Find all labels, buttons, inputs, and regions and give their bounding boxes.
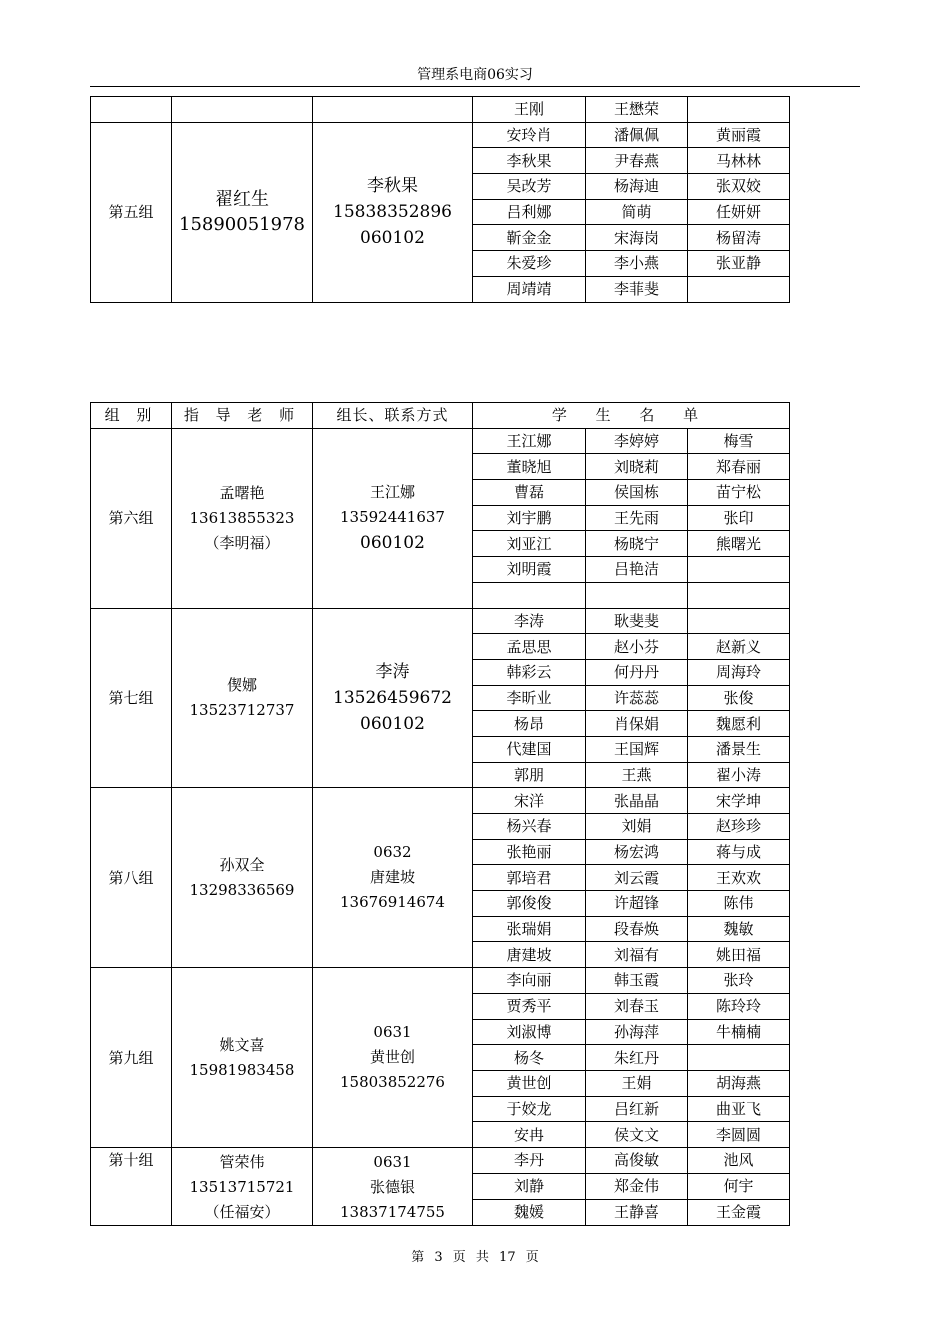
- student-name-cell: 肖保娟: [586, 711, 688, 737]
- leader-info-line: 13676914674: [340, 893, 445, 912]
- student-name-cell: 杨昂: [473, 711, 586, 737]
- student-name-cell: 黄世创: [473, 1070, 586, 1096]
- student-name-cell: 魏愿利: [688, 711, 790, 737]
- student-name-cell: 孟思思: [473, 634, 586, 660]
- student-name-cell: [473, 582, 586, 608]
- header-title: 管理系电商06实习: [417, 67, 533, 83]
- student-name-cell: 刘明霞: [473, 557, 586, 583]
- leader-info-line: 0631: [373, 1023, 412, 1042]
- student-name-cell: 翟小涛: [688, 762, 790, 788]
- teacher-info-line: 翟红生: [215, 189, 269, 211]
- student-name-cell: 王燕: [586, 762, 688, 788]
- student-name-cell: 朱红丹: [586, 1045, 688, 1071]
- student-name-cell: 吕红新: [586, 1096, 688, 1122]
- student-name-cell: 吕利娜: [473, 199, 586, 225]
- page-number: 第 3 页 共 17 页: [411, 1250, 539, 1265]
- student-name-cell: 马林林: [688, 148, 790, 174]
- student-name-cell: 李昕业: [473, 685, 586, 711]
- leader-info-line: 张德银: [369, 1177, 415, 1196]
- student-name-cell: 张艳丽: [473, 839, 586, 865]
- student-name-cell: 孙海萍: [586, 1019, 688, 1045]
- student-name-cell: [688, 557, 790, 583]
- group-name: 第七组: [91, 608, 172, 788]
- student-name-cell: 许超锋: [586, 891, 688, 917]
- student-name-cell: 杨冬: [473, 1045, 586, 1071]
- student-name-cell: 靳金金: [473, 225, 586, 251]
- table-row: [91, 968, 790, 994]
- teacher-info-line: 姚文喜: [219, 1035, 265, 1054]
- student-name-cell: 李菲斐: [586, 276, 688, 302]
- student-name-cell: 段春焕: [586, 916, 688, 942]
- group-name: 第五组: [91, 122, 172, 302]
- empty-cell: [313, 97, 473, 123]
- student-name-cell: [688, 608, 790, 634]
- student-name-cell: 刘春玉: [586, 993, 688, 1019]
- student-name-cell: 曲亚飞: [688, 1096, 790, 1122]
- table-row: [91, 608, 790, 634]
- leader-info-line: 15803852276: [340, 1073, 445, 1092]
- student-name-cell: 池风: [688, 1147, 790, 1173]
- student-name-cell: 王江娜: [473, 428, 586, 454]
- student-name-cell: [586, 582, 688, 608]
- leader-info-line: 060102: [360, 533, 425, 554]
- student-name-cell: 于姣龙: [473, 1096, 586, 1122]
- student-name-cell: 刘亚江: [473, 531, 586, 557]
- table-row: [91, 1147, 790, 1173]
- student-name-cell: 郑金伟: [586, 1173, 688, 1199]
- student-name-cell: 王国辉: [586, 736, 688, 762]
- teacher-info-line: 13298336569: [189, 880, 295, 899]
- student-name-cell: 王先雨: [586, 505, 688, 531]
- student-name-cell: 刘宇鹏: [473, 505, 586, 531]
- student-name-cell: 侯文文: [586, 1122, 688, 1148]
- student-name-cell: 吕艳洁: [586, 557, 688, 583]
- teacher-info-line: 孟曙艳: [219, 483, 265, 502]
- student-name-cell: 简萌: [586, 199, 688, 225]
- student-name-cell: 侯国栋: [586, 480, 688, 506]
- student-name-cell: 张晶晶: [586, 788, 688, 814]
- header-group: 组 别: [91, 403, 172, 429]
- student-name-cell: 唐建坡: [473, 942, 586, 968]
- empty-cell: [91, 97, 172, 123]
- student-name-cell: 宋学坤: [688, 788, 790, 814]
- leader-info: [313, 1147, 473, 1225]
- header-teacher: 指 导 老 师: [172, 403, 313, 429]
- leader-info-line: 13837174755: [340, 1202, 445, 1221]
- student-name-cell: 李丹: [473, 1147, 586, 1173]
- student-name-cell: 郭俊俊: [473, 891, 586, 917]
- group-name: 第八组: [91, 788, 172, 968]
- student-name-cell: 张双姣: [688, 174, 790, 200]
- group-table: [90, 402, 790, 1226]
- teacher-info-line: （李明福）: [204, 533, 280, 552]
- student-name-cell: [688, 1045, 790, 1071]
- table-row: [91, 97, 790, 123]
- student-name-cell: 尹春燕: [586, 148, 688, 174]
- teacher-info-line: 15890051978: [179, 214, 305, 236]
- teacher-info-line: 13523712737: [189, 700, 295, 719]
- student-name-cell: 何宇: [688, 1173, 790, 1199]
- student-name-cell: 杨留涛: [688, 225, 790, 251]
- student-name-cell: 张亚静: [688, 251, 790, 277]
- student-name-cell: 何丹丹: [586, 659, 688, 685]
- student-name-cell: 李小燕: [586, 251, 688, 277]
- student-name-cell: 宋洋: [473, 788, 586, 814]
- student-name-cell: 蒋与成: [688, 839, 790, 865]
- teacher-info-line: 13513715721: [189, 1177, 295, 1196]
- group-name: 第六组: [91, 428, 172, 608]
- student-name-cell: 陈玲玲: [688, 993, 790, 1019]
- student-name-cell: 曹磊: [473, 480, 586, 506]
- teacher-info-line: 偰娜: [226, 675, 257, 694]
- teacher-info-line: 13613855323: [189, 508, 295, 527]
- page-header: [90, 64, 860, 87]
- student-name-cell: 陈伟: [688, 891, 790, 917]
- student-name-cell: 代建国: [473, 736, 586, 762]
- student-name-cell: 魏敏: [688, 916, 790, 942]
- header-students: 学 生 名 单: [473, 403, 790, 429]
- leader-info-line: 060102: [360, 228, 425, 249]
- leader-info-line: 0631: [373, 1152, 412, 1171]
- student-name-cell: [688, 276, 790, 302]
- student-name-cell: 贾秀平: [473, 993, 586, 1019]
- student-name-cell: 张瑞娟: [473, 916, 586, 942]
- student-name-cell: 王金霞: [688, 1199, 790, 1225]
- student-name-cell: 安玲肖: [473, 122, 586, 148]
- leader-info: [313, 788, 473, 968]
- leader-info: [313, 428, 473, 608]
- teacher-info-line: 管荣伟: [219, 1152, 265, 1171]
- student-name-cell: 许蕊蕊: [586, 685, 688, 711]
- student-name-cell: 韩彩云: [473, 659, 586, 685]
- leader-info-line: 唐建坡: [369, 868, 415, 887]
- leader-info-line: 15838352896: [333, 202, 452, 223]
- student-name-cell: 韩玉霞: [586, 968, 688, 994]
- leader-info-line: 黄世创: [369, 1048, 415, 1067]
- student-name-cell: 王欢欢: [688, 865, 790, 891]
- student-name-cell: 刘福有: [586, 942, 688, 968]
- table-header-row: [91, 403, 790, 429]
- group-table-continued: [90, 96, 790, 303]
- leader-info: [313, 608, 473, 788]
- student-name-cell: 刘淑博: [473, 1019, 586, 1045]
- student-name-cell: 朱爱珍: [473, 251, 586, 277]
- teacher-info-line: 15981983458: [189, 1060, 295, 1079]
- page-footer: [0, 1246, 950, 1265]
- student-name-cell: 刘静: [473, 1173, 586, 1199]
- student-name-cell: 赵小芬: [586, 634, 688, 660]
- student-name-cell: 李涛: [473, 608, 586, 634]
- leader-info-line: 0632: [373, 843, 412, 862]
- teacher-info: [172, 608, 313, 788]
- student-name-cell: 姚田福: [688, 942, 790, 968]
- student-name-cell: 刘娟: [586, 814, 688, 840]
- table-row: [91, 428, 790, 454]
- student-name-cell: 郭朋: [473, 762, 586, 788]
- student-name-cell: 潘佩佩: [586, 122, 688, 148]
- student-name-cell: [688, 582, 790, 608]
- student-name-cell: 李圆圆: [688, 1122, 790, 1148]
- student-name-cell: 宋海岗: [586, 225, 688, 251]
- teacher-info: [172, 1147, 313, 1225]
- table-row: [91, 122, 790, 148]
- leader-info: [313, 122, 473, 302]
- student-name-cell: 高俊敏: [586, 1147, 688, 1173]
- teacher-info: [172, 122, 313, 302]
- student-name-cell: 王懋荣: [586, 97, 688, 123]
- student-name-cell: 张俊: [688, 685, 790, 711]
- student-name-cell: 安冉: [473, 1122, 586, 1148]
- student-name-cell: 梅雪: [688, 428, 790, 454]
- student-name-cell: 王静喜: [586, 1199, 688, 1225]
- student-name-cell: 熊曙光: [688, 531, 790, 557]
- student-name-cell: 杨海迪: [586, 174, 688, 200]
- student-name-cell: 周靖靖: [473, 276, 586, 302]
- student-name-cell: 杨兴春: [473, 814, 586, 840]
- student-name-cell: 杨晓宁: [586, 531, 688, 557]
- student-name-cell: 李向丽: [473, 968, 586, 994]
- leader-info-line: 13592441637: [340, 508, 445, 527]
- student-name-cell: 张玲: [688, 968, 790, 994]
- student-name-cell: [688, 97, 790, 123]
- empty-cell: [172, 97, 313, 123]
- leader-info-line: 060102: [360, 713, 425, 734]
- leader-info-line: 王江娜: [369, 483, 415, 502]
- leader-info-line: 13526459672: [333, 687, 452, 708]
- teacher-info: [172, 968, 313, 1148]
- student-name-cell: 张印: [688, 505, 790, 531]
- student-name-cell: 刘云霞: [586, 865, 688, 891]
- student-name-cell: 杨宏鸿: [586, 839, 688, 865]
- student-name-cell: 董晓旭: [473, 454, 586, 480]
- leader-info-line: 李涛: [375, 661, 410, 682]
- teacher-info: [172, 788, 313, 968]
- student-name-cell: 牛楠楠: [688, 1019, 790, 1045]
- header-leader: 组长、联系方式: [313, 403, 473, 429]
- teacher-info-line: （任福安）: [204, 1202, 280, 1221]
- leader-info: [313, 968, 473, 1148]
- student-name-cell: 赵新义: [688, 634, 790, 660]
- table-row: [91, 788, 790, 814]
- group-name: 第九组: [91, 968, 172, 1148]
- student-name-cell: 胡海燕: [688, 1070, 790, 1096]
- group-name: 第十组: [91, 1147, 172, 1225]
- student-name-cell: 潘景生: [688, 736, 790, 762]
- student-name-cell: 李秋果: [473, 148, 586, 174]
- student-name-cell: 苗宁松: [688, 480, 790, 506]
- student-name-cell: 赵珍珍: [688, 814, 790, 840]
- student-name-cell: 刘晓莉: [586, 454, 688, 480]
- leader-info-line: 李秋果: [367, 176, 418, 197]
- teacher-info-line: 孙双全: [219, 855, 265, 874]
- student-name-cell: 周海玲: [688, 659, 790, 685]
- student-name-cell: 黄丽霞: [688, 122, 790, 148]
- student-name-cell: 王刚: [473, 97, 586, 123]
- student-name-cell: 王娟: [586, 1070, 688, 1096]
- student-name-cell: 郑春丽: [688, 454, 790, 480]
- student-name-cell: 郭培君: [473, 865, 586, 891]
- student-name-cell: 吴改芳: [473, 174, 586, 200]
- student-name-cell: 魏媛: [473, 1199, 586, 1225]
- student-name-cell: 李婷婷: [586, 428, 688, 454]
- teacher-info: [172, 428, 313, 608]
- student-name-cell: 耿斐斐: [586, 608, 688, 634]
- student-name-cell: 任妍妍: [688, 199, 790, 225]
